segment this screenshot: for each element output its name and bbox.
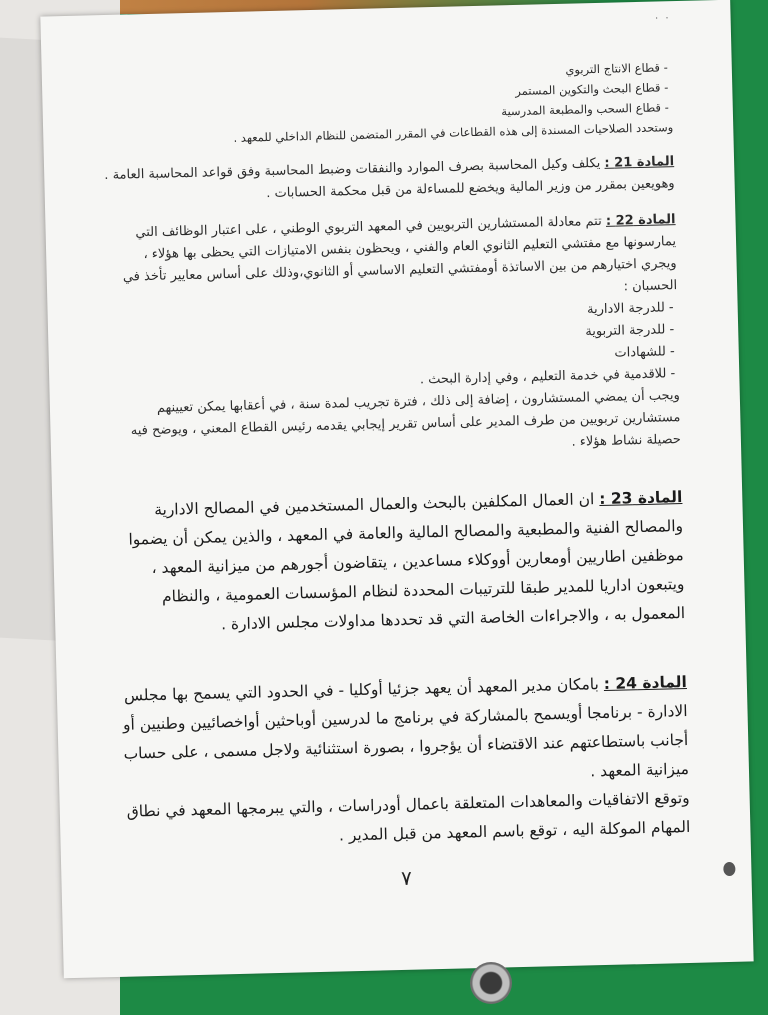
article-24 (117, 668, 691, 856)
list-item: - للشهادات (614, 344, 675, 361)
article-heading: المادة 24 : (603, 672, 688, 694)
page-number: ٧ (400, 865, 413, 891)
intro-note: وستحدد الصلاحيات المسندة إلى هذه القطاعات في المقرر المتضمن للنظام الداخلي للمعهد . (233, 120, 674, 145)
article-heading: المادة 23 : (599, 488, 683, 509)
list-item: - قطاع السحب والمطبعة المدرسية (501, 100, 669, 119)
binder-ring (470, 962, 512, 1004)
article-text: وهويعين بمقرر من وزير المالية ويخضع للمساءلة من قبل محكمة الحسابات . (266, 176, 675, 202)
document-page (40, 0, 753, 978)
list-item: - للاقدمية في خدمة التعليم ، وفي إدارة البحث . (419, 366, 676, 388)
article-22 (105, 209, 681, 465)
article-text: ويجب أن يمضي المستشارون ، إضافة إلى ذلك ، فترة تجريب لمدة سنة ، في أعقابها يمكن تعيينهم مستشارين تربويين من طرف المدير على أساس تقرير إيجابي يقدمه رئيس القطاع المعني ، ويوضح فيه حصيلة نشاط هؤلاء . (130, 388, 682, 450)
article-text: وتوقع الاتفاقيات والمعاهدات المتعلقة باعمال أودراسات ، والتي يبرمجها المعهد في نطاق المهام الموكلة اليه ، توقع باسم المعهد من قبل المدير . (126, 788, 691, 845)
ink-spot (723, 862, 735, 876)
list-item: - للدرجة التربوية (585, 322, 675, 340)
article-text: ان العمال المكلفين بالبحث والعمال المستخدمين في المصالح الادارية والمصالح الفنية والمطبعية والمصالح المالية والعامة في المعهد ، والذين يمكن أن يضموا موظفين اطاريين أومعارين أووكلاء مساعدين ، يتقاضون أجورهم من ميزانية المعهد ، ويتبعون اداريا للمدير طبقا للترتيبات المحددة لنظام المؤسسات العمومية ، والنظام المعمول به ، والاجراءات الخاصة التي قد تحددها مداولات مجلس الادارة . (128, 490, 686, 634)
list-item: - للدرجة الادارية (586, 300, 674, 318)
list-item: - قطاع الانتاج التربوي (565, 60, 668, 77)
article-21 (104, 151, 675, 209)
article-heading: المادة 21 : (604, 154, 675, 171)
article-text: ويحظون بنفس الامتيازات التي يحظى بها هؤلاء ، ويجري اختيارهم من بين الاساتذة أومفتشي التعليم الاساسي أو الثانوي،وذلك على أساس معايير تأخذ في الحسبان : (122, 240, 678, 295)
article-text: بامكان مدير المعهد أن يعهد جزئيا أوكليا - في الحدود التي يسمح بها مجلس الادارة - برنامجا أويسمح بالمشاركة في برنامج ما لدرسين أوباحثين أواخصائيين وطنيين أو أجانب باستطاعتهم عند الاقتضاء أن يؤجروا ، بصورة استثنائية ولاجل مسمى ، على حساب ميزانية المعهد . (122, 675, 690, 781)
article-heading: المادة 22 : (605, 212, 676, 229)
list-item: - قطاع البحث والتكوين المستمر (515, 80, 669, 98)
corner-marks: · · (654, 13, 671, 25)
intro-section (102, 57, 674, 151)
document-body (102, 57, 691, 856)
article-text: يكلف وكيل المحاسبة بصرف الموارد والنفقات وضبط المحاسبة وفق قواعد المحاسبة العامة . (104, 155, 601, 184)
article-23 (112, 483, 685, 642)
article-text: تتم معادلة المستشارين التربويين في المعهد التربوي الوطني ، على اعتبار الوظائف التي يمارسونها مع مفتشي التعليم الثانوي العام والفني ، (135, 213, 677, 256)
